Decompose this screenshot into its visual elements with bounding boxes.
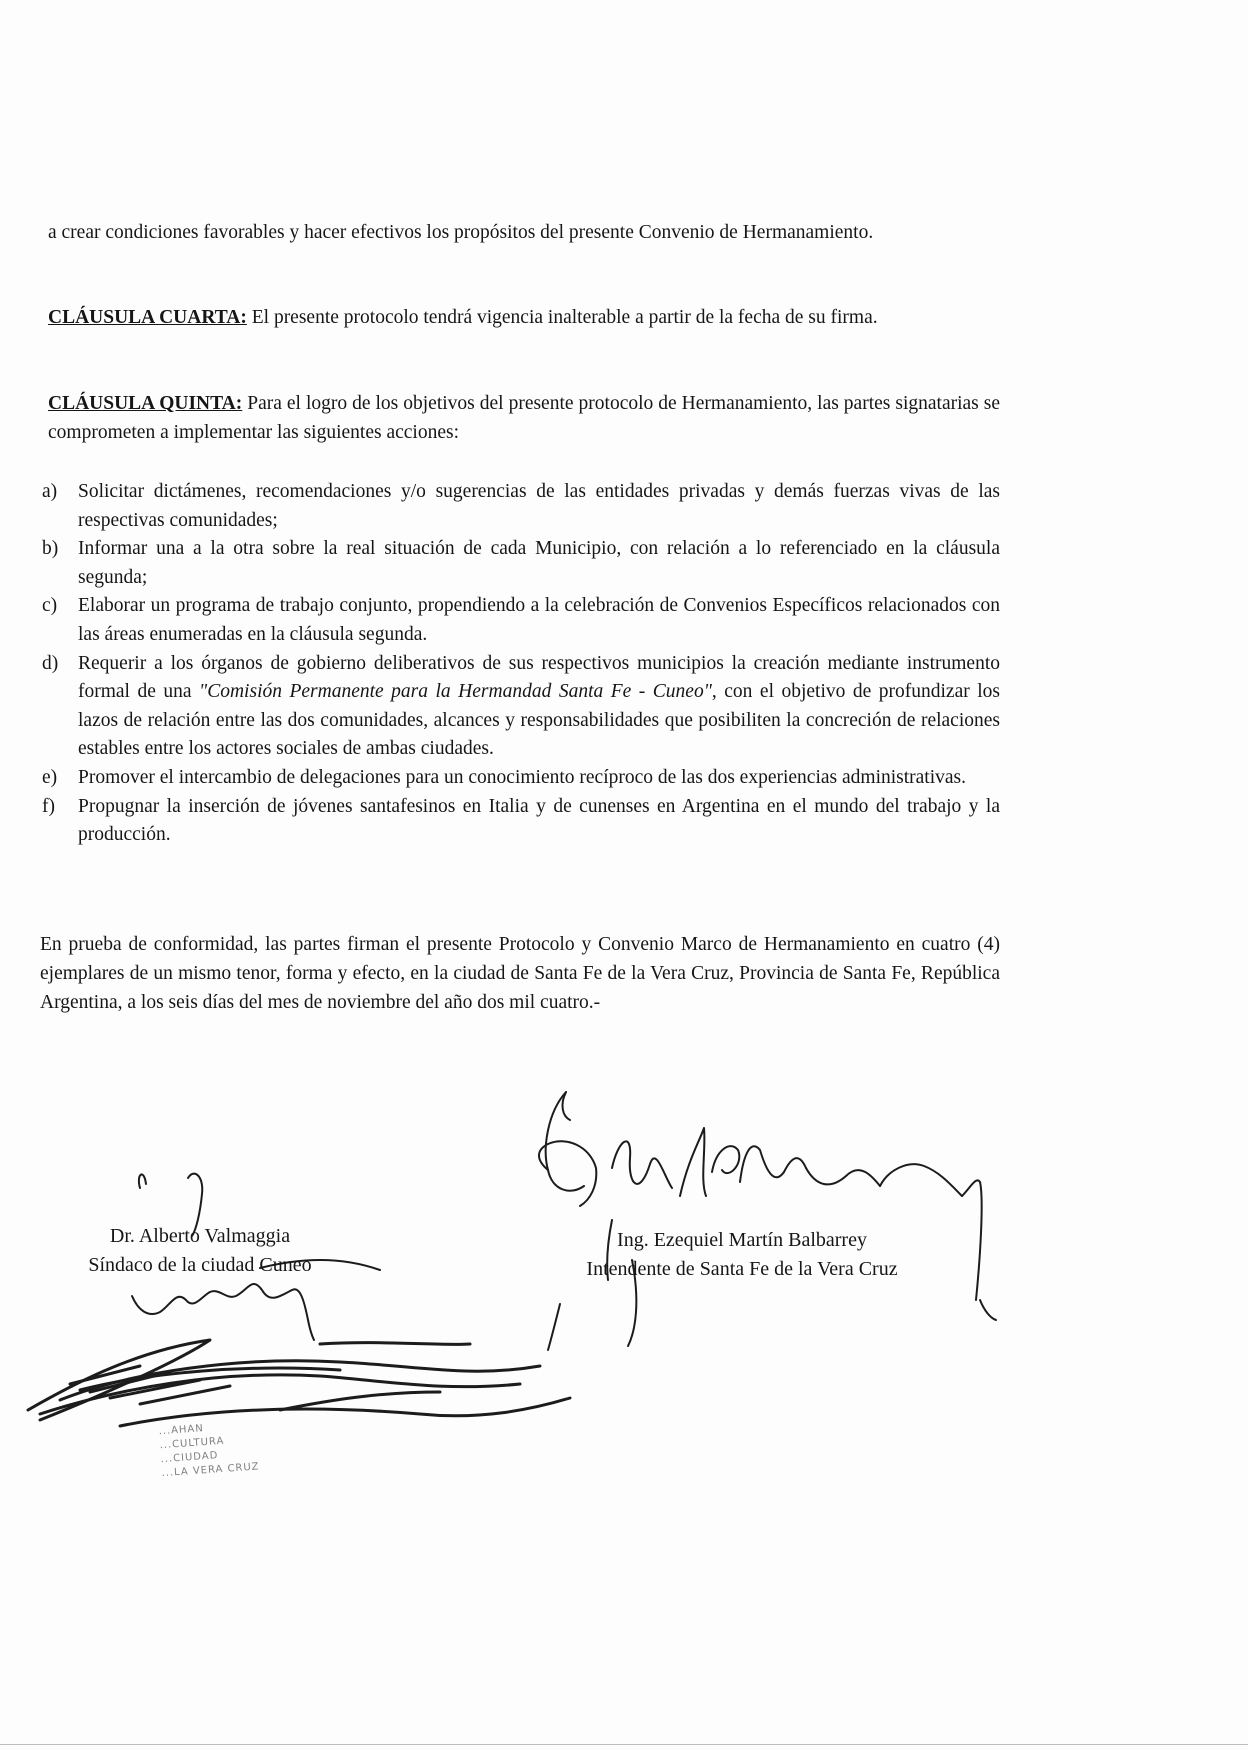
list-item (42, 592, 1000, 649)
list-item (42, 650, 1000, 764)
clause-quinta-heading: CLÁUSULA QUINTA: (48, 393, 243, 414)
right-signatory-name: Ing. Ezequiel Martín Balbarrey (617, 1229, 867, 1251)
list-marker: a) (42, 481, 58, 502)
continuation-text: a crear condiciones favorables y hacer efectivos los propósitos del presente Convenio de Hermanamiento. (48, 222, 874, 243)
list-item-text (78, 650, 1000, 764)
commission-name: "Comisión Permanente para la Hermandad Santa Fe - Cuneo" (199, 681, 712, 703)
stamp-line: ...LA VERA CRUZ (161, 1461, 260, 1480)
stamp-line: ...CIUDAD (160, 1450, 219, 1466)
clause-quinta (48, 389, 1000, 447)
list-item-text-before: Requerir a los órganos de gobierno deliberativos de sus respectivos municipios la creación mediante instrumento formal de una (78, 652, 1000, 703)
list-item (42, 478, 1000, 535)
list-item-text: Promover el intercambio de delegaciones para un conocimiento recíproco de las dos experiencias administrativas. (78, 766, 967, 788)
list-marker: b) (42, 538, 59, 560)
list-item-text: Elaborar un programa de trabajo conjunto, propendiendo a la celebración de Convenios Específicos relacionados con las áreas enumeradas en la cláusula segunda. (78, 595, 1000, 645)
right-signatory-title: Intendente de Santa Fe de la Vera Cruz (586, 1258, 898, 1280)
continuation-paragraph (48, 218, 1000, 247)
list-item (42, 764, 1000, 793)
list-item-text: Informar una a la otra sobre la real situación de cada Municipio, con relación a lo referenciado en la cláusula segunda; (78, 538, 1000, 588)
right-signature (539, 1092, 996, 1350)
stamp-line: ...AHAN (158, 1423, 205, 1438)
list-item-text-after: , con el objetivo de profundizar los lazos de relación entre las dos comunidades, alcances y responsabilidades que posibiliten la concreción de relaciones estables entre los actores sociales de ambas ciudades. (78, 681, 1000, 760)
list-item (42, 793, 1000, 850)
list-marker: f) (42, 795, 55, 817)
signature-flourish (28, 1340, 570, 1426)
list-item-text: Solicitar dictámenes, recomendaciones y/o sugerencias de las entidades privadas y demás fuerzas vivas de las respectivas comunidades; (78, 481, 1000, 531)
list-marker: c) (42, 595, 58, 617)
clause-cuarta-body: El presente protocolo tendrá vigencia inalterable a partir de la fecha de su firma. (246, 307, 878, 328)
official-stamp (158, 1415, 312, 1481)
stamp-line: ...CULTURA (159, 1435, 225, 1452)
closing-paragraph (40, 930, 1000, 1017)
clause-cuarta (48, 303, 1000, 332)
left-signatory-name: Dr. Alberto Valmaggia (109, 1225, 291, 1247)
list-marker: e) (42, 766, 58, 788)
actions-list (42, 478, 1000, 850)
list-marker: d) (42, 652, 59, 674)
list-item (42, 535, 1000, 592)
scan-edge-line (0, 1744, 1248, 1745)
clause-quinta-body: Para el logro de los objetivos del presente protocolo de Hermanamiento, las partes signatarias se comprometen a implementar las siguientes acciones: (48, 393, 1000, 443)
clause-cuarta-heading: CLÁUSULA CUARTA: (48, 307, 247, 328)
left-signatory-title: Síndaco de la ciudad Cuneo (88, 1254, 312, 1276)
right-signatory (532, 1226, 952, 1284)
list-item-text: Propugnar la inserción de jóvenes santafesinos en Italia y de cunenses en Argentina en el mundo del trabajo y la producción. (78, 795, 1000, 846)
left-signatory (40, 1222, 360, 1280)
closing-text: En prueba de conformidad, las partes firman el presente Protocolo y Convenio Marco de Hermanamiento en cuatro (4) ejemplares de un mismo tenor, forma y efecto, en la ciudad de Santa Fe de la Vera Cruz, Provincia de Santa Fe, República Argentina, a los seis días del mes de noviembre del año dos mil cuatro.- (40, 934, 1000, 1013)
